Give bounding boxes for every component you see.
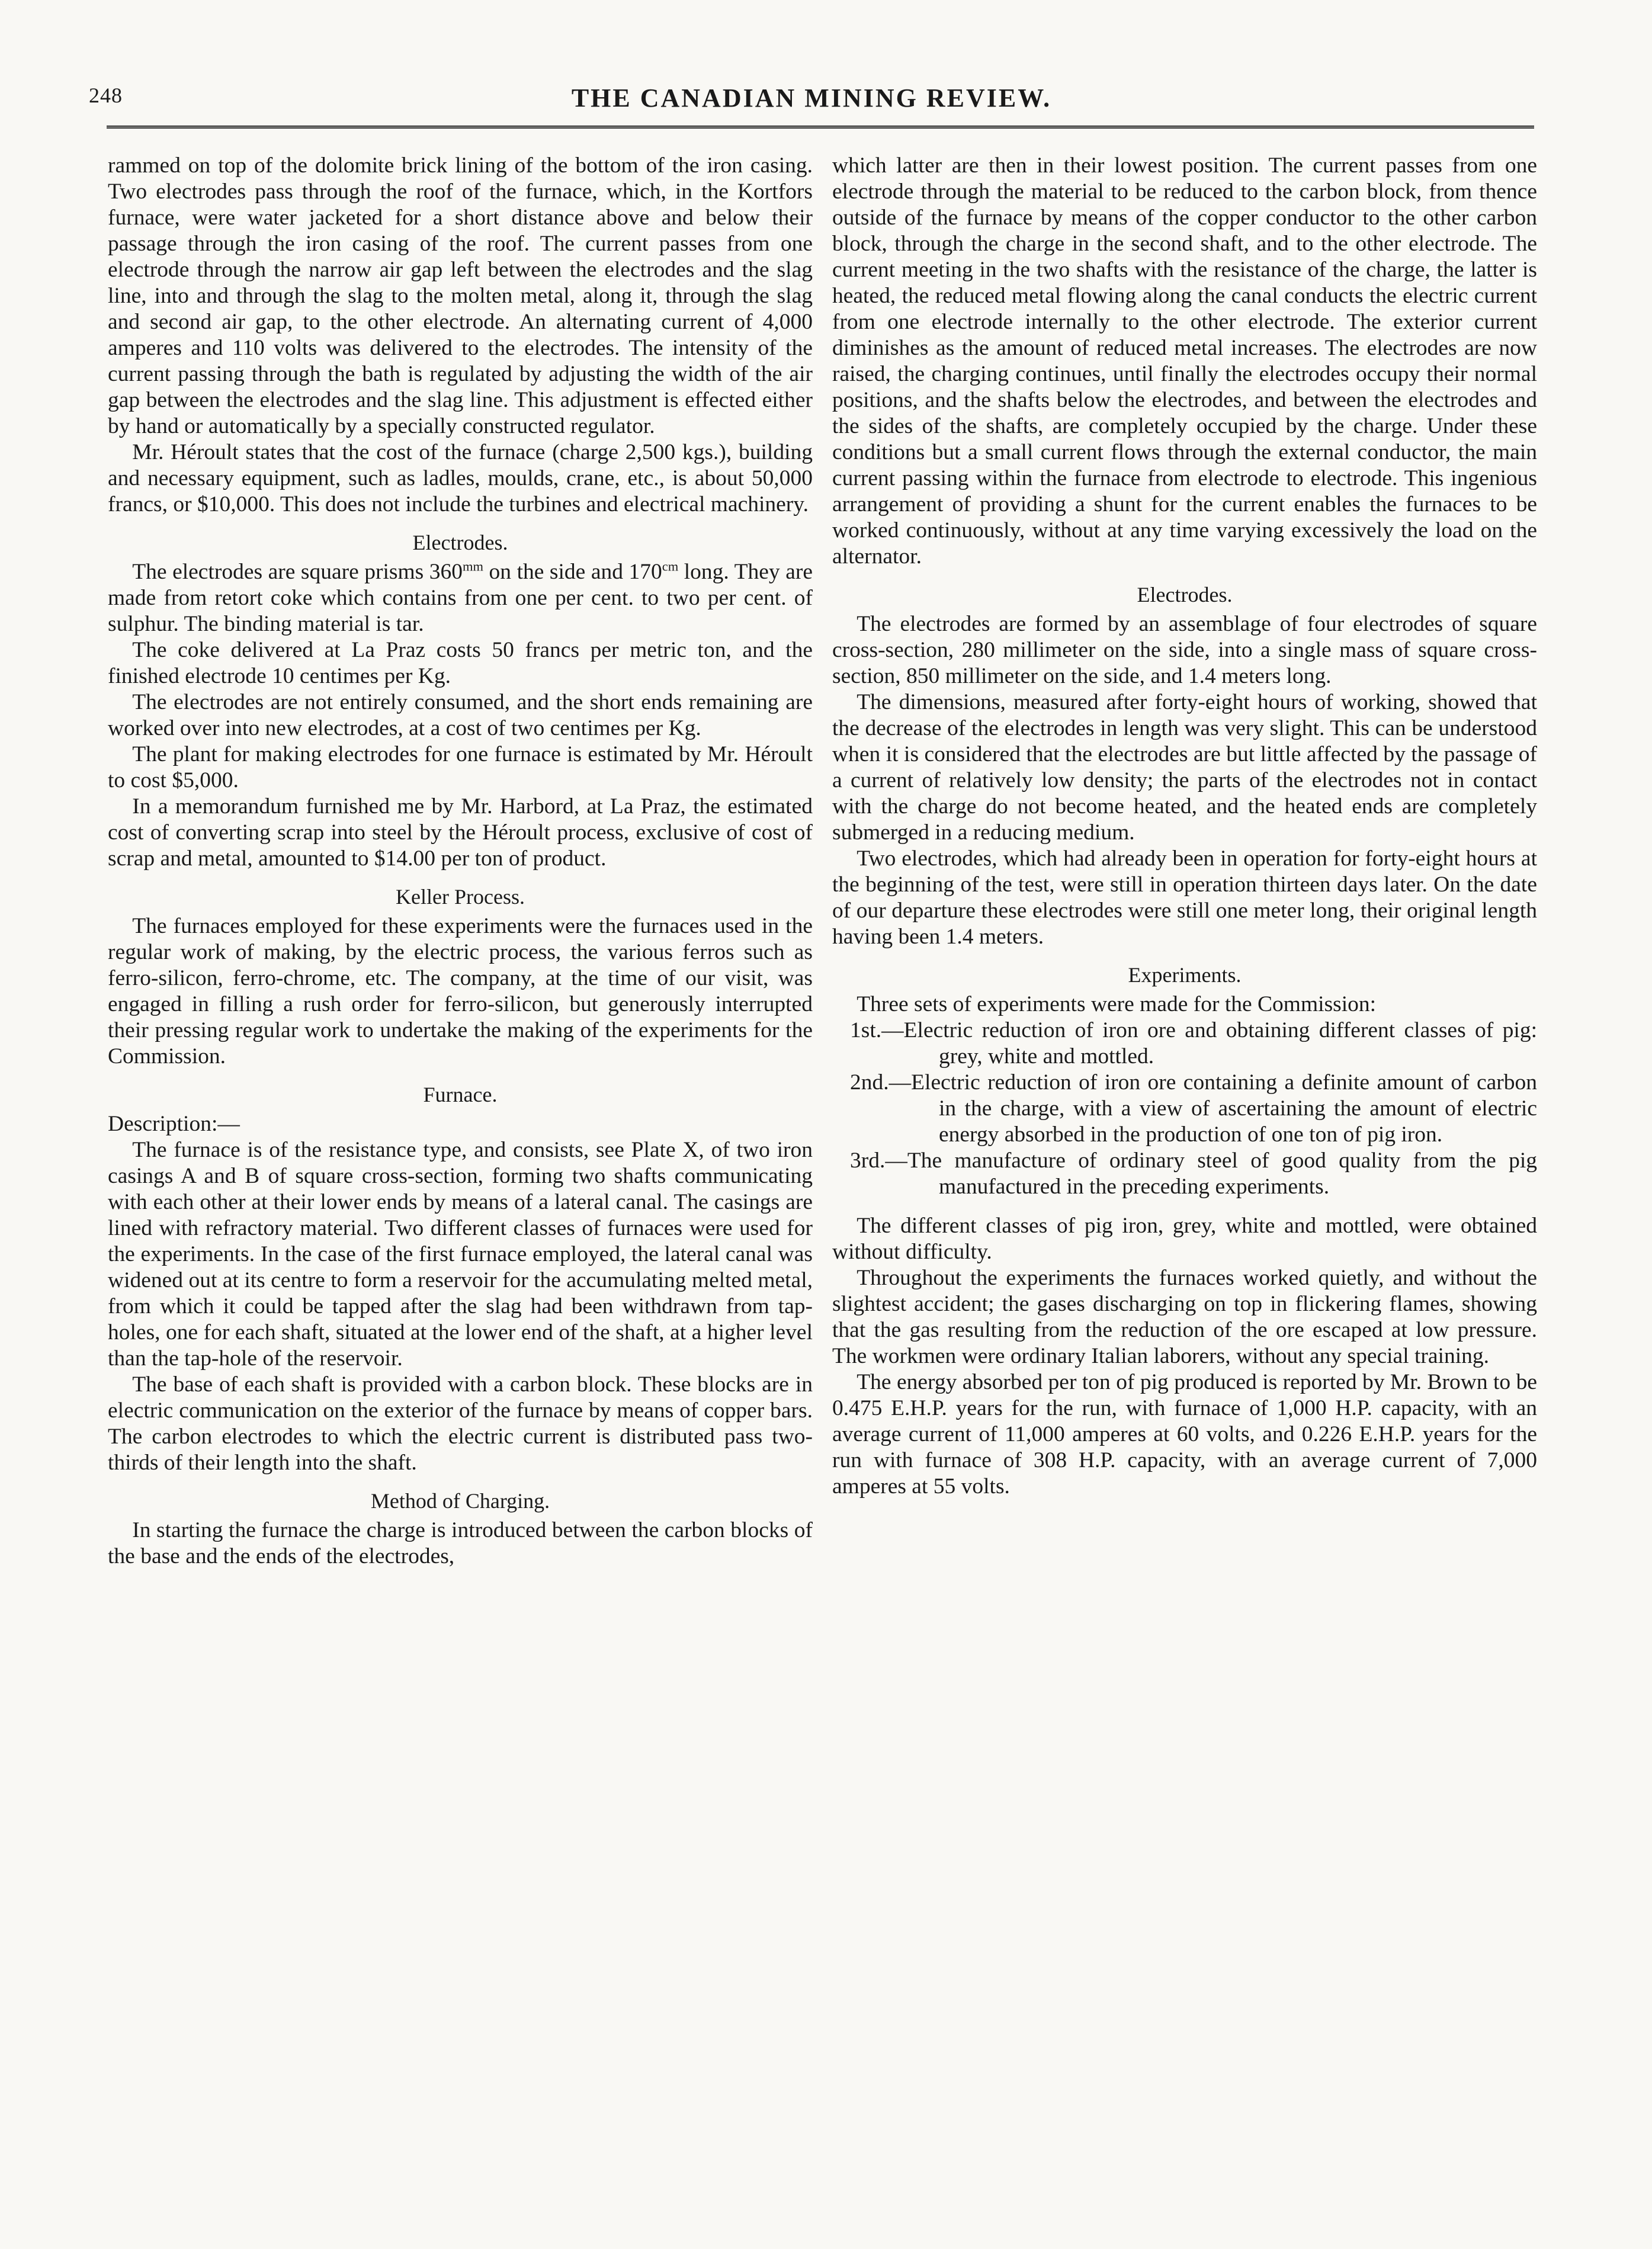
page-number: 248 <box>89 84 123 107</box>
list-item: 3rd.—The manufacture of ordinary steel of good quality from the pig manufactured in the preceding experiments. <box>850 1148 1537 1199</box>
paragraph: rammed on top of the dolomite brick lining of the bottom of the iron casing. Two electrodes pass through the roof of the furnace, which, in the Kortfors furnace, were water jacketed for a short distance above and below their passage through the iron casing of the roof. The current passes from one electrode through the narrow air gap left between the electrodes and the slag line, into and through the slag to the molten metal, along it, through the slag and second air gap, to the other electrode. An alternating current of 4,000 amperes and 110 volts was delivered to the electrodes. The intensity of the current passing through the bath is regulated by adjusting the width of the air gap between the electrodes and the slag line. This adjustment is effected either by hand or automatically by a specially constructed regulator. <box>108 153 813 438</box>
paragraph: The plant for making electrodes for one furnace is estimated by Mr. Héroult to cost $5,000. <box>108 742 813 793</box>
right-column <box>832 153 1537 1500</box>
paragraph: Two electrodes, which had already been in operation for forty-eight hours at the beginning of the test, were still in operation thirteen days later. On the date of our departure these electrodes were still one meter long, their original length having been 1.4 meters. <box>832 846 1537 949</box>
paragraph: The electrodes are formed by an assemblage of four electrodes of square cross-section, 280 millimeter on the side, into a single mass of square cross-section, 850 millimeter on the side, and 1.4 meters long. <box>832 612 1537 688</box>
experiments-intro: Three sets of experiments were made for the Commission: <box>857 992 1377 1016</box>
header-rule <box>107 126 1534 131</box>
paragraph: In a memorandum furnished me by Mr. Harbord, at La Praz, the estimated cost of converting scrap into steel by the Héroult process, exclusive of cost of scrap and metal, amounted to $14.00 per ton of product. <box>108 794 813 871</box>
paragraph: The energy absorbed per ton of pig produced is reported by Mr. Brown to be 0.475 E.H.P. years for the run, with furnace of 1,000 H.P. capacity, with an average current of 11,000 amperes at 60 volts, and 0.226 E.H.P. years for the run with furnace of 308 H.P. capacity, with an average current of 7,000 amperes at 55 volts. <box>832 1370 1537 1499</box>
paragraph: The furnaces employed for these experiments were the furnaces used in the regular work of making, by the electric process, the various ferros such as ferro-silicon, ferro-chrome, etc. The company, at the time of our visit, was engaged in filling a rush order for ferro-silicon, but generously interrupted their pressing regular work to undertake the making of the experiments for the Commission. <box>108 914 813 1069</box>
experiments-list <box>832 1018 1537 1200</box>
list-item: 1st.—Electric reduction of iron ore and obtaining different classes of pig: grey, white and mottled. <box>850 1018 1537 1069</box>
paragraph: In starting the furnace the charge is introduced between the carbon blocks of the base and the ends of the electrodes, <box>108 1518 813 1568</box>
section-heading-keller-process: Keller Process. <box>396 885 525 909</box>
section-heading-electrodes: Electrodes. <box>412 531 508 554</box>
paragraph: Mr. Héroult states that the cost of the furnace (charge 2,500 kgs.), building and necessary equipment, such as ladles, moulds, crane, etc., is about 50,000 francs, or $10,000. This does not include the turbines and electrical machinery. <box>108 440 813 516</box>
paragraph: The electrodes are not entirely consumed, and the short ends remaining are worked over into new electrodes, at a cost of two centimes per Kg. <box>108 690 813 740</box>
page-header <box>89 83 1534 118</box>
paragraph: The different classes of pig iron, grey, white and mottled, were obtained without difficulty. <box>832 1214 1537 1264</box>
left-column <box>108 153 813 1570</box>
description-label: Description:— <box>108 1112 240 1136</box>
section-heading-experiments: Experiments. <box>1128 963 1242 987</box>
paragraph: Throughout the experiments the furnaces worked quietly, and without the slightest accident; the gases discharging on top in flickering flames, showing that the gas resulting from the reduction of the ore escaped at low pressure. The workmen were ordinary Italian laborers, without any special training. <box>832 1266 1537 1368</box>
section-heading-method-of-charging: Method of Charging. <box>370 1489 550 1513</box>
list-item: 2nd.—Electric reduction of iron ore containing a definite amount of carbon in the charge, with a view of ascertaining the amount of electric energy absorbed in the production of one ton of pig iron. <box>850 1070 1537 1147</box>
paragraph: The coke delivered at La Praz costs 50 francs per metric ton, and the finished electrode 10 centimes per Kg. <box>108 638 813 688</box>
paragraph: which latter are then in their lowest position. The current passes from one electrode through the material to be reduced to the carbon block, from thence outside of the furnace by means of the copper conductor to the other carbon block, through the charge in the second shaft, and to the other electrode. The current meeting in the two shafts with the resistance of the charge, the latter is heated, the reduced metal flowing along the canal conducts the electric current from one electrode internally to the other electrode. The exterior current diminishes as the amount of reduced metal increases. The electrodes are now raised, the charging continues, until finally the electrodes occupy their normal positions, and the shafts below the electrodes, and between the electrodes and the sides of the shafts, are completely occupied by the charge. Under these conditions but a small current flows through the external conductor, the main current passing within the furnace from electrode to electrode. This ingenious arrangement of providing a shunt for the current enables the furnaces to be worked continuously, without at any time varying excessively the load on the alternator. <box>832 153 1537 569</box>
paragraph: The furnace is of the resistance type, and consists, see Plate X, of two iron casings A and B of square cross-section, forming two shafts communicating with each other at their lower ends by means of a lateral canal. The casings are lined with refractory material. Two different classes of furnaces were used for the experiments. In the case of the first furnace employed, the lateral canal was widened out at its centre to form a reservoir for the accumulating melted metal, from which it could be tapped after the slag had been withdrawn from tap-holes, one for each shaft, situated at the lower end of the shaft, at a higher level than the tap-hole of the reservoir. <box>108 1138 813 1371</box>
running-title: THE CANADIAN MINING REVIEW. <box>571 84 1052 113</box>
section-heading-furnace: Furnace. <box>423 1083 498 1106</box>
section-heading-electrodes: Electrodes. <box>1137 583 1233 607</box>
paragraph: The base of each shaft is provided with a carbon block. These blocks are in electric communication on the exterior of the furnace by means of copper bars. The carbon electrodes to which the electric current is distributed pass two-thirds of their length into the shaft. <box>108 1372 813 1475</box>
paragraph: The electrodes are square prisms $360^{mm}$ on the side and $170^{cm}$ long. They are made from retort coke which contains from one per cent. to two per cent. of sulphur. The binding material is tar. <box>108 559 813 636</box>
paragraph: The dimensions, measured after forty-eight hours of working, showed that the decrease of the electrodes in length was very slight. This can be understood when it is considered that the electrodes are but little affected by the passage of a current of relatively low density; the parts of the electrodes not in contact with the charge do not become heated, and the heated ends are completely submerged in a reducing medium. <box>832 690 1537 845</box>
